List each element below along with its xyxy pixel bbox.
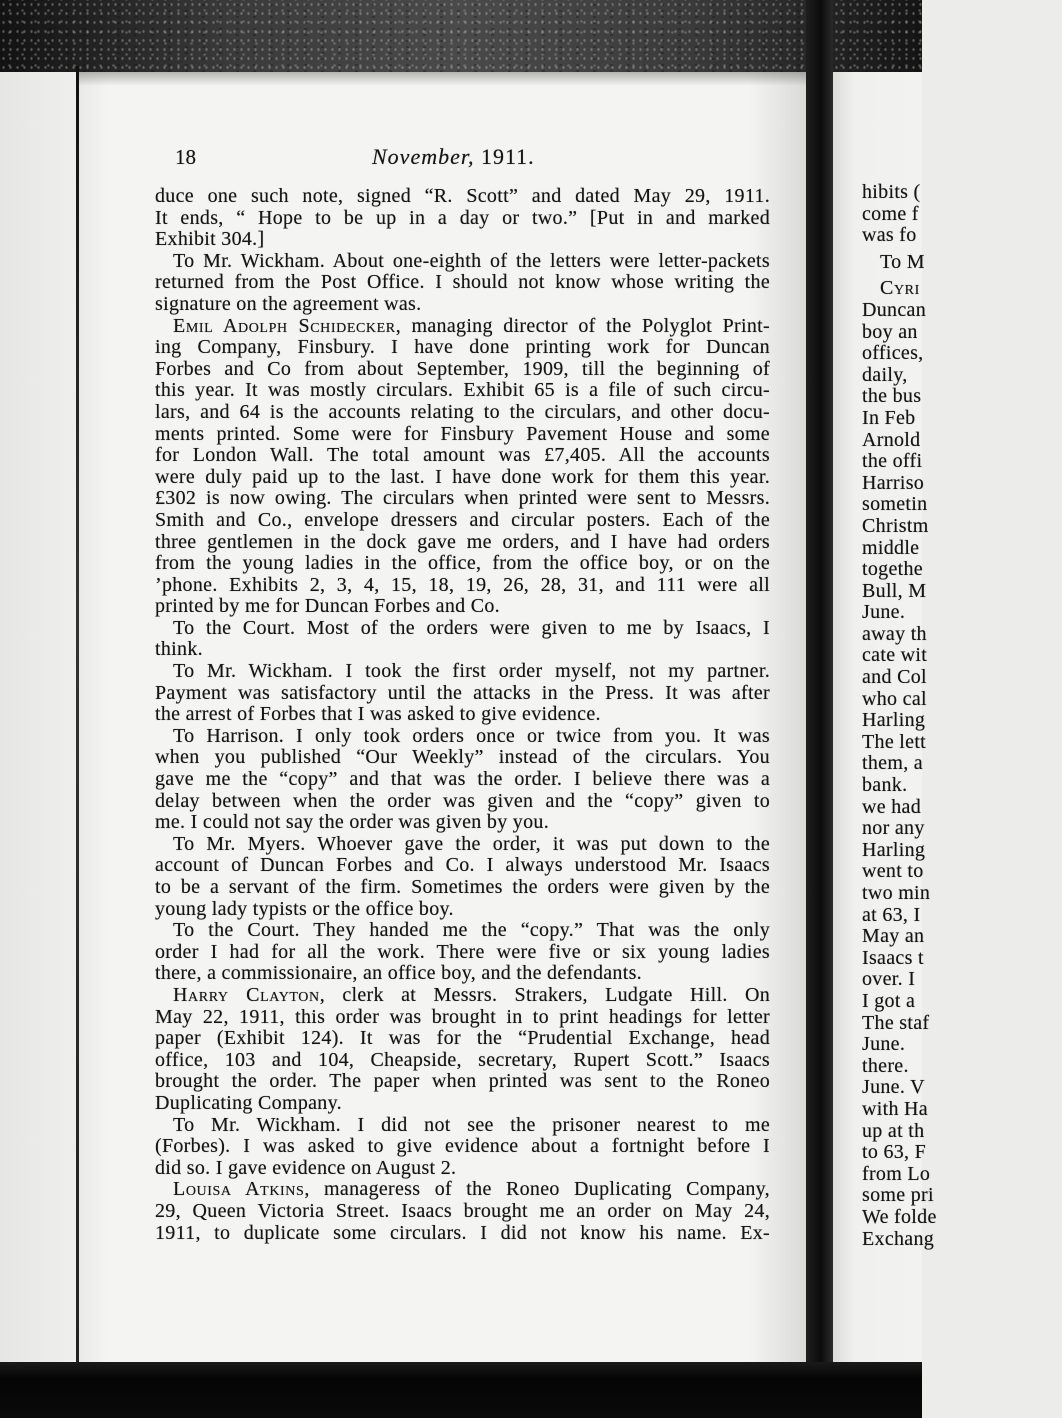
page-number: 18 [175,145,196,169]
text-line: To Harrison. I only took orders once or twice from you. It was [173,724,770,747]
text-line [155,316,770,338]
text-line: To the Court. Most of the orders were given to me by Isaacs, I [173,616,770,639]
text-line: To Mr. Wickham. I took the first order myself, not my partner. [173,660,770,683]
text-line: ing Company, Finsbury. I have done printing work for Duncan [155,336,770,359]
text-line: £302 is now owing. The circulars when printed were sent to Messrs. [155,487,770,510]
facing-text-line: them, a [862,752,923,775]
facing-text-line: June. [862,1033,906,1056]
facing-text-line: We folde [862,1205,937,1228]
text-line: office, 103 and 104, Cheapside, secretary, Rupert Scott.” Isaacs [155,1048,770,1071]
text-line: Exhibit 304.] [155,228,265,251]
facing-text-line: who cal [862,687,927,710]
text-line: were duly paid up to the last. I have done work for them this year. [155,465,770,488]
paragraph [155,661,770,726]
text-line: the arrest of Forbes that I was asked to give evidence. [155,703,601,726]
facing-text-line: some pri [862,1184,934,1207]
main-text-column [155,186,770,1244]
facing-text-line: cate wit [862,644,928,667]
scanner-border-top [0,0,922,72]
paragraph [155,985,770,1115]
facing-text-line: Isaacs t [862,946,924,969]
paragraph [155,1179,770,1244]
text-line: me. I could not say the order was given by you. [155,811,550,834]
text-line: To Mr. Myers. Whoever gave the order, it was put down to the [173,832,770,855]
facing-text-line: was fo [862,224,917,247]
witness-name: Emil Adolph Schidecker [173,314,396,337]
facing-paragraph [862,252,1062,274]
facing-text-line: June. V [862,1076,925,1099]
text-line: Smith and Co., envelope dressers and circular posters. Each of the [155,508,770,531]
facing-text-line: the offi [862,450,923,473]
text-line: did so. I gave evidence on August 2. [155,1156,457,1179]
facing-text-line: at 63, I [862,903,921,926]
facing-text-line: from Lo [862,1162,931,1185]
facing-text-line: The staf [862,1011,930,1034]
facing-text-line: with Ha [862,1097,928,1120]
page-edge-line [76,66,79,1362]
facing-text-line: Exchang [862,1227,935,1250]
text-line: printed by me for Duncan Forbes and Co. [155,595,500,618]
facing-text-line: The lett [862,730,927,753]
scanner-border-bottom [0,1362,922,1418]
text-line: three gentlemen in the dock gave me orders, and I have had orders [155,530,770,553]
text-line: lars, and 64 is the accounts relating to the circulars, and other docu- [155,400,770,423]
facing-text-line: and Col [862,666,927,689]
facing-paragraph [862,278,1062,1250]
text-line: brought the order. The paper when printed was sent to the Roneo [155,1070,770,1093]
facing-text-line: come f [862,202,919,225]
facing-page-text [862,182,1062,1250]
text-line: delay between when the order was given and the “copy” given to [155,789,770,812]
text-line: to be a servant of the firm. Sometimes the orders were given by the [155,876,770,898]
text-line: Duplicating Company. [155,1091,342,1114]
text-line: from the young ladies in the office, from the office boy, or on the [155,552,770,575]
text-line: It ends, “ Hope to be up in a day or two.” [Put in and marked [155,206,770,229]
facing-text-line: I got a [862,989,916,1012]
facing-text-line: sometin [862,493,928,516]
text-line: 29, Queen Victoria Street. Isaacs brought me an order on May 24, [155,1199,770,1222]
gutter-shadow [806,0,833,1418]
text-line: account of Duncan Forbes and Co. I always understood Mr. Isaacs [155,854,770,877]
facing-text-line: offices, [862,342,924,365]
paragraph [155,186,770,251]
paragraph [155,251,770,316]
paragraph [155,1115,770,1180]
line-text: , manageress of the Roneo Duplicating Company, [304,1178,770,1201]
facing-text-line: hibits ( [862,181,921,203]
facing-text-line: daily, [862,363,908,386]
paragraph [155,920,770,985]
facing-text-line: Harling [862,709,926,732]
text-line: young lady typists or the office boy. [155,897,454,920]
text-line: Forbes and Co from about September, 1909, till the beginning of [155,357,770,380]
facing-text-line: went to [862,860,924,883]
facing-text-line: Duncan [862,298,926,321]
facing-text-line: to 63, F [862,1141,927,1164]
text-line: there, a commissionaire, an office boy, and the defendants. [155,962,642,985]
text-line: for London Wall. The total amount was £7,405. All the accounts [155,444,770,467]
text-line: duce one such note, signed “R. Scott” and dated May 29, 1911. [155,185,770,207]
facing-text-line: togethe [862,558,923,581]
running-head-month: November, [372,144,475,169]
facing-text-line: To M [880,250,925,273]
facing-text-line: Harling [862,838,926,861]
running-head [372,145,535,169]
facing-text-line: there. [862,1054,909,1077]
text-line: Payment was satisfactory until the attacks in the Press. It was after [155,681,770,704]
facing-text-line: nor any [862,817,925,840]
facing-text-line: we had [862,795,921,818]
line-text: , managing director of the Polyglot Print- [395,314,770,337]
facing-text-line: Bull, M [862,579,927,602]
text-line: 1911, to duplicate some circulars. I did not know his name. Ex- [155,1221,770,1244]
facing-text-line: over. I [862,968,916,991]
paragraph [155,316,770,618]
witness-name: Louisa Atkins [173,1178,305,1201]
text-line: ments printed. Some were for Finsbury Pavement House and some [155,422,770,445]
text-line: May 22, 1911, this order was brought in to print headings for letter [155,1005,770,1028]
line-text: , clerk at Messrs. Strakers, Ludgate Hill. On [319,983,770,1006]
text-line [155,1179,770,1201]
text-line: (Forbes). I was asked to give evidence about a fortnight before I [155,1135,770,1158]
facing-text-line: Arnold [862,428,921,451]
facing-text-line: Christm [862,514,929,537]
facing-text-line: June. [862,601,906,624]
text-line: returned from the Post Office. I should not know whose writing the [155,271,770,294]
facing-text-line: Harriso [862,471,925,494]
text-line: ’phone. Exhibits 2, 3, 4, 15, 18, 19, 26, 28, 31, and 111 were all [155,573,770,596]
text-line: paper (Exhibit 124). It was for the “Prudential Exchange, head [155,1027,770,1050]
witness-name: Harry Clayton [173,983,320,1006]
text-line: order I had for all the work. There were five or six young ladies [155,940,770,963]
facing-text-line: boy an [862,320,918,343]
facing-text-line: away th [862,622,927,645]
facing-paragraph [862,182,1062,247]
facing-text-line: up at th [862,1119,925,1142]
text-line [155,985,770,1007]
paragraph [155,834,770,920]
text-line: To Mr. Wickham. I did not see the prisoner nearest to me [173,1113,770,1136]
page-top-shadow [79,72,806,86]
facing-text-line: bank. [862,774,908,797]
paragraph [155,618,770,661]
text-line: think. [155,638,203,661]
facing-text-line: Cyri [880,277,920,300]
facing-text-line: middle [862,536,920,559]
facing-text-line: the bus [862,385,922,408]
text-line: gave me the “copy” and that was the order. I believe there was a [155,768,770,791]
running-head-year: 1911. [480,144,535,169]
text-line: To the Court. They handed me the “copy.” That was the only [173,919,770,942]
paragraph [155,726,770,834]
facing-text-line: In Feb [862,406,916,429]
scanner-margin-left [0,72,78,1362]
facing-text-line: May an [862,925,925,948]
text-line: signature on the agreement was. [155,292,422,315]
facing-text-line: two min [862,882,931,904]
text-line: To Mr. Wickham. About one-eighth of the letters were letter-packets [173,249,770,272]
text-line: this year. It was mostly circulars. Exhibit 65 is a file of such circu- [155,379,770,402]
facing-page [833,72,937,1362]
text-line: when you published “Our Weekly” instead of the circulars. You [155,746,770,769]
